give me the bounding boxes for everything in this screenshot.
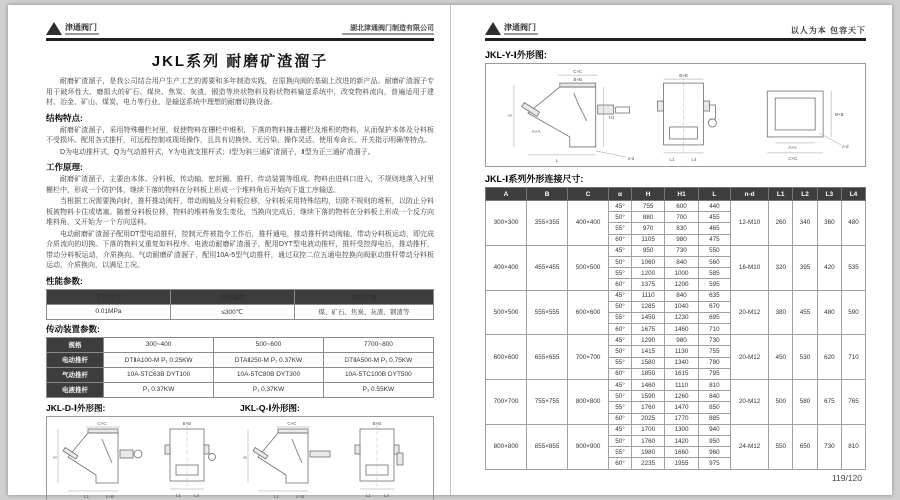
dim-table-row	[486, 245, 866, 256]
dim-cell: 980	[665, 335, 698, 346]
dim-group-cell: 900×900	[568, 424, 609, 469]
dim-cell: 700	[665, 212, 698, 223]
dim-group-cell: 500×500	[486, 290, 527, 335]
page-number: 119/120	[831, 473, 862, 483]
dim-cell: 560	[698, 256, 730, 267]
dim-cell: 60°	[609, 458, 632, 469]
svg-text:L1: L1	[176, 492, 182, 498]
svg-text:L1: L1	[84, 493, 90, 499]
dim-group-cell: 455×455	[527, 245, 568, 290]
dim-group-cell: 700×700	[568, 335, 609, 380]
dim-group-cell: 24-M12	[731, 424, 769, 469]
dim-group-cell: 400×400	[568, 201, 609, 246]
dim-cell: 1110	[631, 290, 664, 301]
svg-text:C×C: C×C	[287, 420, 297, 426]
dim-cell: 45°	[609, 380, 632, 391]
drive-table-row	[47, 352, 434, 367]
drawing-d-heading: JKL-D-Ⅰ外形图:	[46, 402, 106, 413]
dim-cell: 55°	[609, 268, 632, 279]
dim-group-cell: 755×755	[527, 380, 568, 425]
dim-cell: 50°	[609, 256, 632, 267]
dim-cell: 1760	[631, 402, 664, 413]
dim-cell: 2235	[631, 458, 664, 469]
dim-group-cell: 480	[817, 290, 841, 335]
dim-cell: 710	[698, 324, 730, 335]
drive-table-row	[47, 337, 434, 352]
perf-col-header: 适用介质	[294, 289, 433, 304]
dim-cell: 60°	[609, 279, 632, 290]
dim-col-header: H	[631, 188, 664, 201]
dim-cell: 50°	[609, 435, 632, 446]
dim-group-cell: 355×355	[527, 201, 568, 246]
dim-group-cell: 590	[842, 290, 866, 335]
dim-table-header-row	[486, 188, 866, 201]
dim-cell: 840	[698, 391, 730, 402]
page-left-header	[46, 15, 434, 35]
dim-group-cell: 710	[842, 335, 866, 380]
drive-cell: 10A-5TC63B DYT100	[104, 367, 214, 382]
dim-cell: 45°	[609, 335, 632, 346]
svg-text:H: H	[243, 454, 247, 460]
dim-group-cell: 620	[817, 335, 841, 380]
dim-cell: 1450	[631, 312, 664, 323]
dim-cell: 960	[698, 447, 730, 458]
dim-cell: 980	[665, 234, 698, 245]
dim-cell: 1980	[631, 447, 664, 458]
dim-group-cell: 580	[793, 380, 817, 425]
dim-cell: 1285	[631, 301, 664, 312]
dim-col-header: C	[568, 188, 609, 201]
dim-cell: 1060	[631, 256, 664, 267]
dim-cell: 1760	[631, 435, 664, 446]
dim-col-header: L	[698, 188, 730, 201]
svg-text:H1: H1	[608, 114, 615, 120]
svg-text:A×A: A×A	[788, 144, 797, 150]
dim-cell: 50°	[609, 301, 632, 312]
dim-cell: 635	[698, 290, 730, 301]
drive-cell: 10A-5TC80B DYT300	[214, 367, 324, 382]
outline-drawing-y-svg	[486, 64, 865, 166]
dim-cell: 475	[698, 234, 730, 245]
brand-logo	[485, 22, 538, 35]
drive-row-label: 电动推杆	[47, 352, 104, 367]
drive-cell: P₁ 0.55KW	[323, 382, 433, 397]
section-heading-drive: 传动装置参数:	[46, 323, 100, 334]
dim-cell: 1955	[665, 458, 698, 469]
dim-cell: 550	[698, 245, 730, 256]
dim-group-cell: 400×400	[486, 245, 527, 290]
performance-table	[46, 289, 434, 320]
dim-cell: 440	[698, 201, 730, 212]
svg-text:B×B: B×B	[182, 420, 192, 426]
dim-cell: 55°	[609, 357, 632, 368]
outline-drawings-dq	[46, 416, 434, 500]
dim-group-cell: 550	[769, 424, 793, 469]
dim-cell: 670	[698, 301, 730, 312]
dim-col-header: n-d	[731, 188, 769, 201]
dim-cell: 465	[698, 223, 730, 234]
brand-logo	[46, 22, 99, 35]
dim-cell: 730	[698, 335, 730, 346]
dim-cell: 1675	[631, 324, 664, 335]
dim-cell: 60°	[609, 368, 632, 379]
svg-text:L1: L1	[274, 493, 280, 499]
header-rule	[485, 38, 866, 41]
dim-col-header: L3	[817, 188, 841, 201]
company-subtext-line	[342, 33, 434, 35]
drawing-y-side-view	[508, 69, 634, 163]
drive-table-row	[47, 367, 434, 382]
svg-text:L1: L1	[669, 156, 675, 162]
drive-cell: 300~400	[104, 337, 214, 352]
drive-cell: 7700~800	[323, 337, 433, 352]
dim-cell: 585	[698, 268, 730, 279]
dim-cell: 940	[698, 424, 730, 435]
dim-group-cell: 360	[817, 201, 841, 246]
dim-cell: 1660	[665, 447, 698, 458]
svg-text:n-d: n-d	[842, 143, 849, 149]
drive-cell: DTAⅡ250-M P₁ 0.37KW	[214, 352, 324, 367]
perf-cell-temperature: ≤300℃	[170, 304, 294, 319]
drawing-d-side-view	[53, 421, 142, 499]
svg-text:n-d: n-d	[627, 155, 635, 161]
dim-cell: 885	[698, 413, 730, 424]
dim-cell: 45°	[609, 201, 632, 212]
outline-drawing-dq-svg	[47, 417, 433, 500]
features-types-line: D为电动推杆式，Q为气动推杆式，Y为电液支推杆式；Ⅰ型为斜三通矿渣溜子，Ⅱ型为正三通矿渣溜子。	[60, 148, 375, 156]
dim-group-cell: 20-M12	[731, 380, 769, 425]
dim-table-body	[486, 201, 866, 470]
dim-group-cell: 800×800	[486, 424, 527, 469]
dim-cell: 1850	[631, 368, 664, 379]
drive-cell: P₁ 0.37KW	[214, 382, 324, 397]
dim-cell: 45°	[609, 424, 632, 435]
svg-text:L1: L1	[366, 492, 372, 498]
dim-cell: 60°	[609, 234, 632, 245]
dim-cell: 950	[631, 245, 664, 256]
dim-cell: 595	[698, 279, 730, 290]
features-paragraph: 耐磨矿渣溜子，采用特殊栅栏衬里，促使物料在栅栏中堆积，下落的物料撞击栅栏及堆积的物料，从而保护本体及分料板不受损坏。配用各式推杆，可远程控制或现场操作，且具有切换快、无污染、操作灵活、使用寿命长、开关指示明确等特点。	[46, 126, 434, 144]
svg-text:B×B: B×B	[835, 111, 844, 117]
drive-row-label: 电液推杆	[47, 382, 104, 397]
dim-group-cell: 700×700	[486, 380, 527, 425]
dim-cell: 1340	[665, 357, 698, 368]
page-left	[8, 5, 451, 499]
dim-group-cell: 12-M10	[731, 201, 769, 246]
dim-cell: 1615	[665, 368, 698, 379]
dim-cell: 830	[665, 223, 698, 234]
drive-cell: DTⅡA100-M P₁ 0.25KW	[104, 352, 214, 367]
dim-group-cell: 650	[793, 424, 817, 469]
dim-cell: 840	[665, 290, 698, 301]
svg-text:B×B: B×B	[679, 73, 688, 79]
perf-col-header: 适用温度	[170, 289, 294, 304]
dim-cell: 455	[698, 212, 730, 223]
dim-group-cell: 300×300	[486, 201, 527, 246]
dim-table-row	[486, 380, 866, 391]
section-heading-performance: 性能参数:	[46, 275, 83, 286]
header-slogan: 以人为本 包容天下	[790, 26, 866, 35]
dim-cell: 45°	[609, 290, 632, 301]
dim-cell: 1770	[665, 413, 698, 424]
dim-cell: 1420	[665, 435, 698, 446]
dim-group-cell: 20-M12	[731, 290, 769, 335]
svg-text:L+B: L+B	[106, 493, 115, 499]
svg-text:B×B: B×B	[573, 77, 583, 83]
dim-group-cell: 530	[793, 335, 817, 380]
dim-col-header: L2	[793, 188, 817, 201]
dim-cell: 880	[631, 212, 664, 223]
dim-cell: 55°	[609, 223, 632, 234]
header-rule	[46, 38, 434, 41]
dimension-table	[485, 187, 866, 470]
dim-table-row	[486, 424, 866, 435]
drawing-y-front-view	[658, 73, 717, 162]
dim-col-header: H1	[665, 188, 698, 201]
drive-cell: 500~600	[214, 337, 324, 352]
dim-cell: 600	[665, 201, 698, 212]
dim-group-cell: 420	[817, 245, 841, 290]
dim-cell: 755	[631, 201, 664, 212]
drawing-q-heading: JKL-Q-Ⅰ外形图:	[240, 402, 300, 413]
svg-text:L: L	[555, 157, 559, 163]
drive-row-label: 规格	[47, 337, 104, 352]
dim-group-cell: 260	[769, 201, 793, 246]
dim-cell: 1260	[665, 391, 698, 402]
dim-cell: 1110	[665, 380, 698, 391]
dim-table-row	[486, 290, 866, 301]
drive-row-label: 气动推杆	[47, 367, 104, 382]
dim-cell: 810	[698, 380, 730, 391]
dim-col-header: B	[527, 188, 568, 201]
svg-text:L4: L4	[194, 492, 200, 498]
dim-group-cell: 16-M10	[731, 245, 769, 290]
dim-cell: 1000	[665, 268, 698, 279]
drawing-q-front-view	[355, 421, 403, 498]
dim-table-row	[486, 201, 866, 212]
dim-group-cell: 535	[842, 245, 866, 290]
dim-group-cell: 765	[842, 380, 866, 425]
dim-col-header: α	[609, 188, 632, 201]
svg-text:A×A: A×A	[531, 128, 541, 134]
dim-cell: 1415	[631, 346, 664, 357]
dim-cell: 755	[698, 346, 730, 357]
company-name: 湖北津通阀门制造有限公司	[350, 24, 434, 32]
dim-cell: 2025	[631, 413, 664, 424]
dim-table-heading: JKL-Ⅰ系列外形连接尺寸:	[485, 174, 584, 184]
dim-group-cell: 380	[769, 290, 793, 335]
dim-group-cell: 855×855	[527, 424, 568, 469]
dim-cell: 1300	[665, 424, 698, 435]
drawing-y-heading: JKL-Y-Ⅰ外形图:	[485, 50, 547, 60]
dim-cell: 1230	[665, 312, 698, 323]
dim-group-cell: 500×500	[568, 245, 609, 290]
section-heading-principle: 工作原理:	[46, 162, 83, 172]
dim-cell: 1580	[631, 357, 664, 368]
section-heading-features: 结构特点:	[46, 112, 83, 123]
dim-cell: 695	[698, 312, 730, 323]
perf-cell-media: 煤、矿石、焦炭、灰渣、钢渣等	[294, 304, 433, 319]
dim-cell: 50°	[609, 391, 632, 402]
drive-table-body	[47, 337, 434, 397]
dim-group-cell: 395	[793, 245, 817, 290]
dim-cell: 55°	[609, 402, 632, 413]
dim-cell: 1200	[665, 279, 698, 290]
dim-cell: 975	[698, 458, 730, 469]
drive-cell: 10A-5TC100B DYT500	[323, 367, 433, 382]
dim-group-cell: 20-M12	[731, 335, 769, 380]
dim-cell: 50°	[609, 212, 632, 223]
dim-group-cell: 600×600	[486, 335, 527, 380]
dim-group-cell: 500	[769, 380, 793, 425]
drive-table-row	[47, 382, 434, 397]
dim-cell: 1460	[631, 380, 664, 391]
dim-cell: 730	[665, 245, 698, 256]
drive-cell: DTⅡA500-M P₁ 0.75KW	[323, 352, 433, 367]
page-right	[451, 5, 892, 495]
drawing-y-flange-view	[767, 91, 849, 161]
dim-group-cell: 340	[793, 201, 817, 246]
dim-group-cell: 450	[769, 335, 793, 380]
principle-paragraph-1: 耐磨矿渣溜子，主要由本体、分料板、传动轴、密封圈、推杆、传动装置等组成。物料由进料口进入，不规则地落入衬里栅栏中，形成一个防护体，继续下落的物料在分料板上形成一个堆料角后开始向下道工序输送。	[46, 176, 434, 194]
brand-name: 津通阀门	[504, 22, 536, 32]
dim-group-cell: 320	[769, 245, 793, 290]
principle-paragraph-3: 电动耐磨矿渣溜子配用DT型电动推杆，控制元件被指令工作后，推杆通电，推动推杆转动阀轴，带动分料板运动，即完成介质流向的切换。下落的物料又重复如料程序。电液动耐磨矿渣溜子，配用DYT型电液动推杆，推杆受控得电后，推动推杆，带动分料板运动，介质换向。气动耐磨矿渣溜子，配用10A-5型气动推杆，通过双控二位五通电控换向阀驱动推杆带动分料板运动，介质换向，以满足工况。	[46, 230, 434, 269]
dim-cell: 780	[698, 357, 730, 368]
dim-group-cell: 455	[793, 290, 817, 335]
dim-cell: 1700	[631, 424, 664, 435]
dim-cell: 1290	[631, 335, 664, 346]
dim-group-cell: 730	[817, 424, 841, 469]
brand-subtext-line	[65, 33, 99, 35]
perf-cell-pressure: 0.01MPa	[47, 304, 171, 319]
dim-cell: 55°	[609, 312, 632, 323]
dim-cell: 1040	[665, 301, 698, 312]
svg-text:H: H	[53, 454, 57, 460]
drawing-d-front-view	[165, 421, 216, 498]
dim-cell: 1130	[665, 346, 698, 357]
intro-paragraph: 耐磨矿渣溜子，是我公司结合用户生产工艺的需要和多年制造实践，在原换向阀的基础上改进的新产品。耐磨矿渣溜子专用于破坏性大、磨损大的矿石、煤块、焦炭、灰渣、锻造等块状物料及粉状物料输送系统中，改变物料流向，普遍适用于建材、冶金、矿山、煤炭、电力等行业，是输送系统中理想的耐磨切换设备。	[46, 78, 434, 106]
dim-cell: 1470	[665, 402, 698, 413]
dim-cell: 840	[665, 256, 698, 267]
dim-cell: 1375	[631, 279, 664, 290]
dim-cell: 850	[698, 402, 730, 413]
dim-cell: 60°	[609, 413, 632, 424]
svg-text:L+B: L+B	[296, 493, 305, 499]
dim-group-cell: 555×555	[527, 290, 568, 335]
svg-text:C×C: C×C	[97, 420, 107, 426]
svg-text:L4: L4	[384, 492, 390, 498]
dim-cell: 50°	[609, 346, 632, 357]
dim-group-cell: 810	[842, 424, 866, 469]
dim-cell: 1460	[665, 324, 698, 335]
dim-cell: 970	[631, 223, 664, 234]
dim-col-header: L1	[769, 188, 793, 201]
dim-cell: 1590	[631, 391, 664, 402]
dim-table-row	[486, 335, 866, 346]
dim-group-cell: 600×600	[568, 290, 609, 335]
drawing-q-side-view	[243, 421, 330, 499]
dim-cell: 55°	[609, 447, 632, 458]
svg-text:C×C: C×C	[788, 155, 798, 161]
perf-col-header: 工作压力	[47, 289, 171, 304]
page-title: JKL系列 耐磨矿渣溜子	[151, 53, 329, 70]
dim-cell: 795	[698, 368, 730, 379]
dim-cell: 1200	[631, 268, 664, 279]
svg-text:B×B: B×B	[372, 420, 382, 426]
dim-cell: 60°	[609, 324, 632, 335]
triangle-logo-icon	[485, 22, 501, 35]
dim-col-header: A	[486, 188, 527, 201]
dim-group-cell: 480	[842, 201, 866, 246]
svg-text:H: H	[508, 112, 512, 118]
dim-cell: 45°	[609, 245, 632, 256]
outline-drawing-y	[485, 63, 866, 167]
dim-group-cell: 800×800	[568, 380, 609, 425]
principle-paragraph-2: 当根据工况需要换向时，推杆推动阀杆，带动阀轴及分料板位移，分料板采用特殊结构，切除不规则的堆积，以防止分料板被物料卡住或堵塞。随着分料板位移，物料的堆料角发生变化，当换向完成后，继续下落的物料在分料板上形成一个反方向堆料角，又开始为一个方向送料。	[46, 198, 434, 226]
dim-cell: 950	[698, 435, 730, 446]
svg-text:L4: L4	[691, 156, 697, 162]
drive-parameters-table	[46, 337, 434, 398]
dim-cell: 1105	[631, 234, 664, 245]
dim-col-header: L4	[842, 188, 866, 201]
document-pages	[8, 5, 892, 499]
dim-group-cell: 675	[817, 380, 841, 425]
svg-text:C×C: C×C	[573, 69, 583, 75]
brand-name: 津通阀门	[65, 22, 97, 32]
triangle-logo-icon	[46, 22, 62, 35]
drive-cell: P₁ 0.37KW	[104, 382, 214, 397]
brand-subtext-line	[504, 33, 538, 35]
page-right-header	[485, 15, 866, 35]
dim-group-cell: 655×655	[527, 335, 568, 380]
